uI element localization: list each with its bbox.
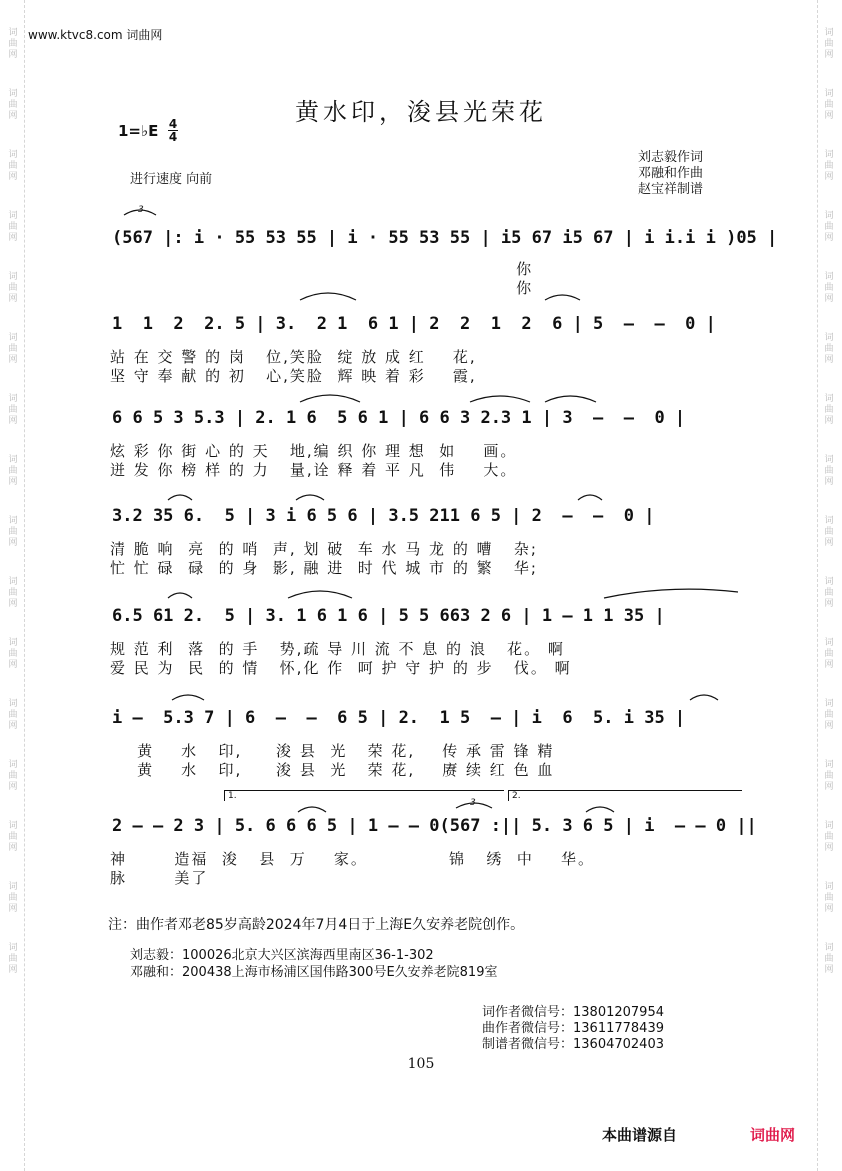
- source-label: 本曲谱源自: [602, 1126, 678, 1144]
- lyric-line: 黄 水 印, 浚 县 光 荣 花, 传 承 雷 锋 精: [110, 742, 555, 760]
- right-watermark-strip: [817, 0, 840, 1171]
- composer-address: 邓融和：200438上海市杨浦区国伟路300号E久安养老院819室: [130, 965, 498, 980]
- watermark-glyphs: [8, 272, 17, 305]
- watermark-char: 网: [8, 111, 18, 121]
- lyricist-wechat: 词作者微信号：13801207954: [482, 1005, 664, 1020]
- watermark-char: 网: [824, 965, 834, 975]
- watermark-glyphs: [8, 699, 17, 732]
- page-number: 105: [407, 1056, 435, 1072]
- watermark-char: 网: [824, 782, 834, 792]
- slur: [172, 695, 204, 700]
- lyric-line: 脉 美了: [110, 869, 209, 887]
- watermark-glyphs: [824, 821, 833, 854]
- watermark-char: 网: [824, 904, 834, 914]
- time-signature: [168, 118, 178, 143]
- watermark-char: 曲: [8, 588, 18, 598]
- arranger-wechat: 制谱者微信号：13604702403: [482, 1037, 664, 1052]
- left-watermark-strip: [2, 0, 25, 1171]
- watermark-char: 词: [824, 577, 834, 587]
- watermark-glyphs: [824, 577, 833, 610]
- watermark-char: 网: [8, 721, 18, 731]
- slur: [545, 396, 596, 402]
- watermark-char: 词: [824, 882, 834, 892]
- song-title: 黄水印，浚县光荣花: [295, 98, 547, 126]
- slur: [586, 807, 614, 812]
- watermark-glyphs: [8, 211, 17, 244]
- composition-note: 注：曲作者邓老85岁高龄2024年7月4日于上海E久安养老院创作。: [108, 917, 525, 933]
- credits: [638, 150, 703, 198]
- watermark-char: 网: [8, 172, 18, 182]
- watermark-char: 网: [8, 965, 18, 975]
- watermark-char: 词: [824, 821, 834, 831]
- slur: [288, 591, 352, 598]
- watermark-glyphs: [8, 150, 17, 183]
- site-url[interactable]: www.ktvc8.com 词曲网: [28, 28, 163, 42]
- lyric-line: 炫 彩 你 街 心 的 天 地,编 织 你 理 想 如 画。: [110, 442, 518, 460]
- watermark-char: 曲: [8, 710, 18, 720]
- watermark-char: 词: [824, 943, 834, 953]
- watermark-glyphs: [824, 882, 833, 915]
- watermark-char: 词: [8, 699, 18, 709]
- watermark-glyphs: [8, 638, 17, 671]
- lyric-line: 黄 水 印, 浚 县 光 荣 花, 赓 续 红 色 血: [110, 761, 555, 779]
- watermark-char: 曲: [8, 771, 18, 781]
- watermark-char: 网: [824, 721, 834, 731]
- lyric-line: 忙 忙 碌 碌 的 身 影, 融 进 时 代 城 市 的 繁 华;: [110, 559, 538, 577]
- watermark-char: 曲: [8, 344, 18, 354]
- watermark-glyphs: [824, 516, 833, 549]
- watermark-char: 曲: [824, 344, 834, 354]
- tempo-marking: 进行速度 向前: [130, 172, 213, 187]
- lyric-line: 站 在 交 警 的 岗 位,笑脸 绽 放 成 红 花,: [110, 348, 477, 366]
- watermark-char: 网: [8, 416, 18, 426]
- lyric-line: 坚 守 奉 献 的 初 心,笑脸 辉 映 着 彩 霞,: [110, 367, 477, 385]
- slur: [300, 395, 360, 402]
- arranger-credit: 赵宝祥制谱: [638, 182, 704, 197]
- watermark-char: 网: [8, 233, 18, 243]
- watermark-char: 曲: [824, 466, 834, 476]
- watermark-char: 网: [824, 50, 834, 60]
- watermark-char: 网: [824, 477, 834, 487]
- slur: [168, 495, 192, 500]
- watermark-char: 网: [824, 660, 834, 670]
- watermark-char: 词: [8, 394, 18, 404]
- watermark-char: 曲: [8, 527, 18, 537]
- watermark-char: 曲: [824, 588, 834, 598]
- lyric-line: 你: [110, 260, 534, 278]
- triplet-mark: 3: [470, 798, 476, 808]
- brand-logo-text[interactable]: 词曲网: [750, 1126, 796, 1144]
- slur: [470, 396, 530, 402]
- watermark-char: 词: [824, 699, 834, 709]
- watermark-char: 曲: [824, 710, 834, 720]
- watermark-char: 词: [8, 89, 18, 99]
- notation-row: i – 5.3 7 | 6 – – 6 5 | 2. 1 5 – | i 6 5. i 35 |: [112, 708, 686, 728]
- watermark-char: 网: [824, 294, 834, 304]
- notation-row: 1 1 2 2. 5 | 3. 2 1 6 1 | 2 2 1 2 6 | 5 – – 0 |: [112, 314, 716, 334]
- watermark-char: 词: [8, 516, 18, 526]
- watermark-glyphs: [824, 333, 833, 366]
- watermark-glyphs: [8, 455, 17, 488]
- watermark-char: 网: [824, 843, 834, 853]
- watermark-char: 网: [8, 50, 18, 60]
- watermark-glyphs: [8, 516, 17, 549]
- watermark-char: 曲: [824, 771, 834, 781]
- slur: [578, 495, 602, 500]
- watermark-char: 曲: [824, 954, 834, 964]
- notation-row: 6 6 5 3 5.3 | 2. 1 6 5 6 1 | 6 6 3 2.3 1 | 3 – – 0 |: [112, 408, 686, 428]
- time-sig-top: 4: [168, 117, 178, 131]
- lyricist-credit: 刘志毅作词: [638, 150, 704, 165]
- watermark-char: 词: [8, 211, 18, 221]
- watermark-char: 曲: [8, 405, 18, 415]
- watermark-char: 曲: [8, 832, 18, 842]
- watermark-char: 曲: [824, 649, 834, 659]
- watermark-char: 网: [824, 233, 834, 243]
- watermark-char: 曲: [824, 893, 834, 903]
- watermark-char: 词: [824, 638, 834, 648]
- watermark-char: 曲: [8, 39, 18, 49]
- watermark-char: 网: [824, 416, 834, 426]
- watermark-char: 曲: [824, 405, 834, 415]
- watermark-char: 曲: [8, 100, 18, 110]
- composer-credit: 邓融和作曲: [638, 166, 704, 181]
- watermark-char: 词: [8, 821, 18, 831]
- watermark-glyphs: [8, 760, 17, 793]
- watermark-char: 网: [824, 538, 834, 548]
- tie: [604, 589, 738, 598]
- watermark-glyphs: [8, 577, 17, 610]
- watermark-char: 词: [8, 577, 18, 587]
- watermark-glyphs: [8, 882, 17, 915]
- watermark-char: 网: [824, 172, 834, 182]
- watermark-char: 网: [8, 660, 18, 670]
- watermark-char: 网: [824, 355, 834, 365]
- watermark-glyphs: [8, 333, 17, 366]
- watermark-char: 词: [8, 638, 18, 648]
- lyric-line: 清 脆 响 亮 的 哨 声, 划 破 车 水 马 龙 的 嘈 杂;: [110, 540, 538, 558]
- watermark-glyphs: [824, 272, 833, 305]
- watermark-glyphs: [8, 394, 17, 427]
- watermark-char: 词: [824, 516, 834, 526]
- watermark-char: 词: [824, 272, 834, 282]
- slur: [298, 807, 326, 812]
- second-ending: 2.: [508, 790, 742, 801]
- triplet-mark: 3: [138, 205, 144, 215]
- watermark-char: 网: [824, 599, 834, 609]
- watermark-glyphs: [824, 211, 833, 244]
- watermark-char: 曲: [824, 527, 834, 537]
- watermark-char: 曲: [8, 161, 18, 171]
- watermark-glyphs: [824, 28, 833, 61]
- watermark-glyphs: [824, 760, 833, 793]
- notation-row: 6.5 61 2. 5 | 3. 1 6 1 6 | 5 5 663 2 6 | 1 – 1 1 35 |: [112, 606, 665, 626]
- watermark-char: 词: [824, 394, 834, 404]
- watermark-glyphs: [824, 638, 833, 671]
- watermark-char: 曲: [8, 649, 18, 659]
- key-signature: 1=♭E: [118, 122, 159, 140]
- watermark-glyphs: [8, 821, 17, 854]
- watermark-glyphs: [824, 699, 833, 732]
- watermark-char: 网: [8, 843, 18, 853]
- watermark-char: 曲: [824, 161, 834, 171]
- watermark-char: 词: [8, 150, 18, 160]
- watermark-char: 曲: [8, 283, 18, 293]
- watermark-char: 网: [8, 355, 18, 365]
- lyric-line: 迸 发 你 榜 样 的 力 量,诠 释 着 平 凡 伟 大。: [110, 461, 518, 479]
- lyric-line: 你: [110, 279, 534, 297]
- watermark-char: 曲: [8, 466, 18, 476]
- watermark-char: 词: [8, 272, 18, 282]
- first-ending: 1.: [224, 790, 504, 801]
- lyric-line: 规 范 利 落 的 手 势,疏 导 川 流 不 息 的 浪 花。 啊: [110, 640, 565, 658]
- watermark-char: 网: [8, 904, 18, 914]
- notation-row: 3.2 35 6. 5 | 3 i 6 5 6 | 3.5 211 6 5 | 2 – – 0 |: [112, 506, 655, 526]
- slur: [690, 695, 718, 700]
- notation-row: (567 |: i · 55 53 55 | i · 55 53 55 | i5 67 i5 67 | i i.i i )05 |: [112, 228, 778, 248]
- slur: [168, 593, 192, 598]
- watermark-char: 词: [824, 211, 834, 221]
- watermark-char: 曲: [8, 954, 18, 964]
- watermark-glyphs: [824, 455, 833, 488]
- watermark-char: 词: [8, 760, 18, 770]
- watermark-char: 词: [824, 150, 834, 160]
- lyricist-address: 刘志毅：100026北京大兴区滨海西里南区36-1-302: [130, 948, 434, 963]
- watermark-char: 曲: [824, 832, 834, 842]
- watermark-char: 网: [8, 599, 18, 609]
- watermark-char: 词: [824, 28, 834, 38]
- watermark-char: 词: [824, 333, 834, 343]
- watermark-char: 网: [8, 538, 18, 548]
- watermark-glyphs: [8, 943, 17, 976]
- watermark-char: 词: [8, 28, 18, 38]
- watermark-char: 网: [8, 477, 18, 487]
- watermark-char: 曲: [8, 222, 18, 232]
- watermark-char: 曲: [824, 283, 834, 293]
- composer-wechat: 曲作者微信号：13611778439: [482, 1021, 664, 1036]
- watermark-char: 曲: [8, 893, 18, 903]
- notation-row: 2 – – 2 3 | 5. 6 6 6 5 | 1 – – 0(567 :|| 5. 3 6 5 | i – – 0 ||: [112, 816, 757, 836]
- watermark-char: 词: [824, 760, 834, 770]
- watermark-char: 词: [8, 943, 18, 953]
- watermark-char: 词: [824, 455, 834, 465]
- watermark-char: 网: [8, 294, 18, 304]
- watermark-char: 词: [8, 882, 18, 892]
- lyric-line: 爱 民 为 民 的 情 怀,化 作 呵 护 守 护 的 步 伐。 啊: [110, 659, 572, 677]
- watermark-glyphs: [824, 394, 833, 427]
- watermark-char: 网: [824, 111, 834, 121]
- watermark-char: 词: [8, 333, 18, 343]
- watermark-char: 曲: [824, 100, 834, 110]
- slur: [296, 495, 324, 500]
- watermark-char: 曲: [824, 39, 834, 49]
- time-sig-bottom: 4: [168, 130, 178, 144]
- watermark-char: 曲: [824, 222, 834, 232]
- watermark-glyphs: [824, 943, 833, 976]
- watermark-char: 网: [8, 782, 18, 792]
- watermark-glyphs: [824, 150, 833, 183]
- watermark-char: 词: [824, 89, 834, 99]
- watermark-char: 词: [8, 455, 18, 465]
- watermark-glyphs: [8, 28, 17, 61]
- lyric-line: 神 造福 浚 县 万 家。 锦 绣 中 华。: [110, 850, 595, 868]
